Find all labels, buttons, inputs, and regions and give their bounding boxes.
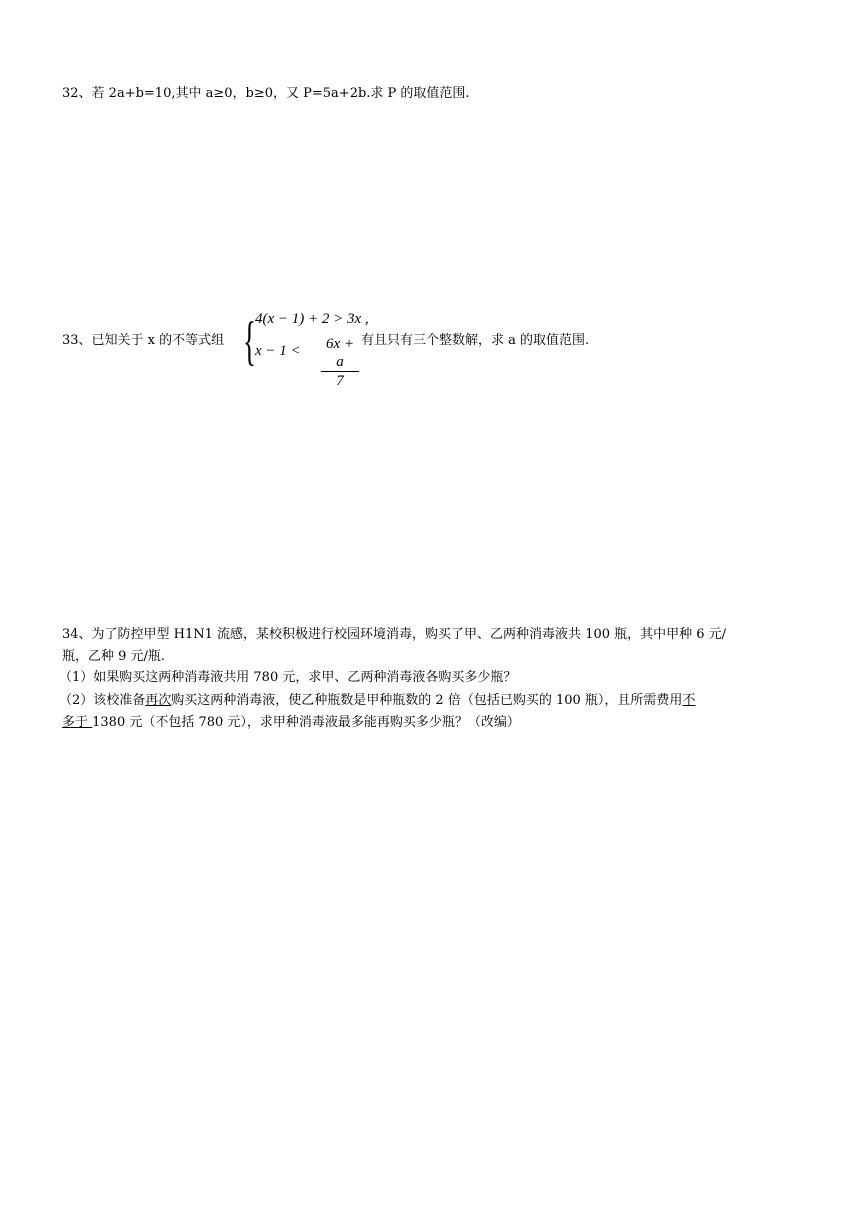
question-34-part-1: （1）如果购买这两种消毒液共用 780 元，求甲、乙两种消毒液各购买多少瓶？ [59,670,517,685]
question-34-line-1: 34、为了防控甲型 H1N1 流感，某校积极进行校园环境消毒，购买了甲、乙两种消毒液共 100 瓶，其中甲种 6 元/ [62,627,727,642]
question-34-line-2: 瓶，乙种 9 元/瓶. [62,649,166,664]
question-33-suffix: 有且只有三个整数解，求 a 的取值范围. [361,333,590,348]
part-2-text-c: 1380 元（不包括 780 元），求甲种消毒液最多能再购买多少瓶？（改编） [92,715,520,730]
question-33-prefix: 33、已知关于 x 的不等式组 [62,333,225,348]
underlined-more-than: 多于 [62,715,93,730]
underlined-again: 再次 [145,693,172,708]
fraction-denominator: 7 [336,373,344,389]
inequality-1: 4(x − 1) + 2 > 3x , [255,311,369,327]
inequality-system [243,309,369,389]
part-2-text-a: （2）该校准备 [59,693,146,708]
question-34-part-2 [59,693,695,709]
fraction-numerator: 6x + a [321,335,359,372]
underlined-not: 不 [682,693,696,708]
part-2-text-b: 购买这两种消毒液，使乙种瓶数是甲种瓶数的 2 倍（包括已购买的 100 瓶），且所需费用 [171,693,683,708]
fraction [321,335,359,390]
inequality-2-left: x − 1 < [255,343,301,359]
system-brace: { [243,311,256,371]
question-34-part-2-continued [62,715,520,731]
question-32: 32、若 2a+b=10,其中 a≥0，b≥0，又 P=5a+2b.求 P 的取值范围. [62,86,470,101]
